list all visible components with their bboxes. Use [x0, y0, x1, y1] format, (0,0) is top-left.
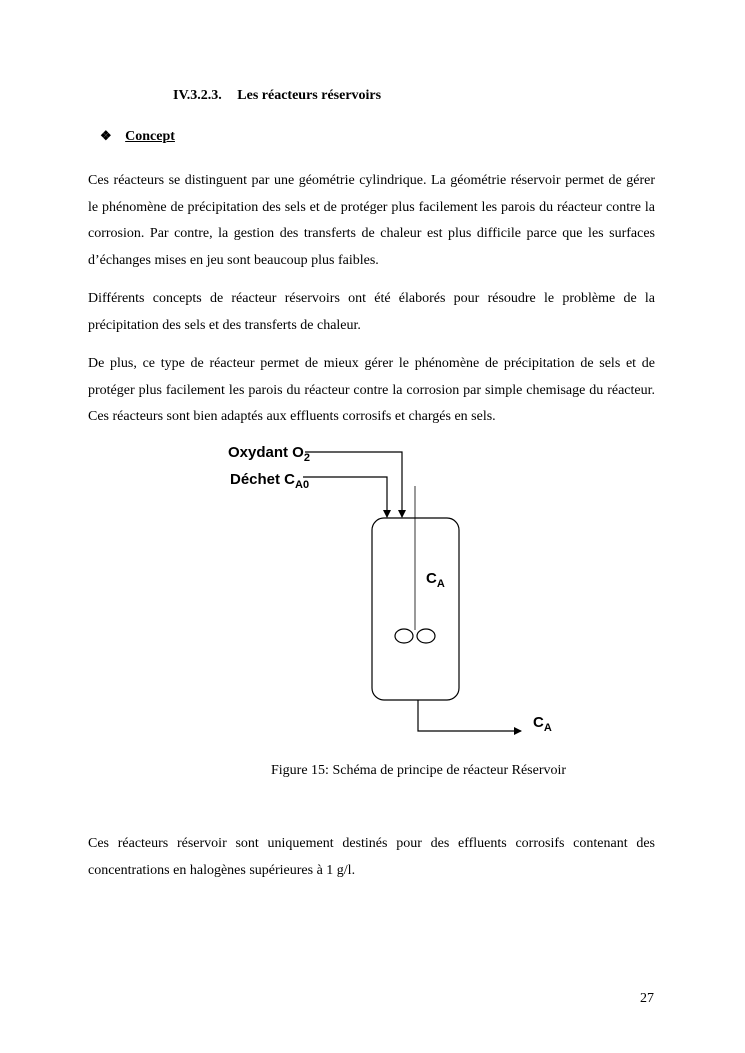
paragraph: De plus, ce type de réacteur permet de mieux gérer le phénomène de précipitation de sels et de protéger plus facilement les parois du réacteur contre la corrosion par simple chemisage du réacteur. Ces réacteurs sont bien adaptés aux effluents corrosifs et chargés en sels.: [88, 356, 655, 424]
impeller-blade-left: [395, 629, 413, 643]
outlet-arrow: [418, 700, 521, 731]
section-number: IV.3.2.3.: [173, 88, 222, 103]
subsection-label: Concept: [125, 129, 175, 144]
waste-inlet-arrow: [303, 477, 387, 517]
oxidant-label: Oxydant $O_2$: [228, 444, 310, 464]
impeller-blade-right: [417, 629, 435, 643]
paragraph: Ces réacteurs se distinguent par une géométrie cylindrique. La géométrie réservoir permet de gérer le phénomène de précipitation des sels et de protéger plus facilement les parois du réacteur contre la corrosion. Par contre, la gestion des transferts de chaleur est plus difficile parce que les surfaces d’échanges mises en jeu sont beaucoup plus faibles.: [88, 173, 655, 268]
waste-label: Déchet $C_{A0}$: [230, 471, 310, 491]
page-number: 27: [640, 991, 654, 1006]
diamond-bullet-icon: ❖: [100, 128, 112, 143]
reactor-vessel: [372, 518, 459, 700]
paragraph: Différents concepts de réacteur réservoirs ont été élaborés pour résoudre le problème de la précipitation des sels et des transferts de chaleur.: [88, 291, 655, 333]
figure-caption: Figure 15: Schéma de principe de réacteur Réservoir: [271, 763, 567, 778]
closing-paragraph: Ces réacteurs réservoir sont uniquement destinés pour des effluents corrosifs contenant des concentrations en halogènes supérieures à 1 g/l.: [88, 836, 655, 878]
section-title: Les réacteurs réservoirs: [237, 88, 382, 103]
outlet-concentration-label: $C_A$: [533, 714, 552, 734]
reactor-concentration-label: $C_A$: [426, 570, 445, 590]
